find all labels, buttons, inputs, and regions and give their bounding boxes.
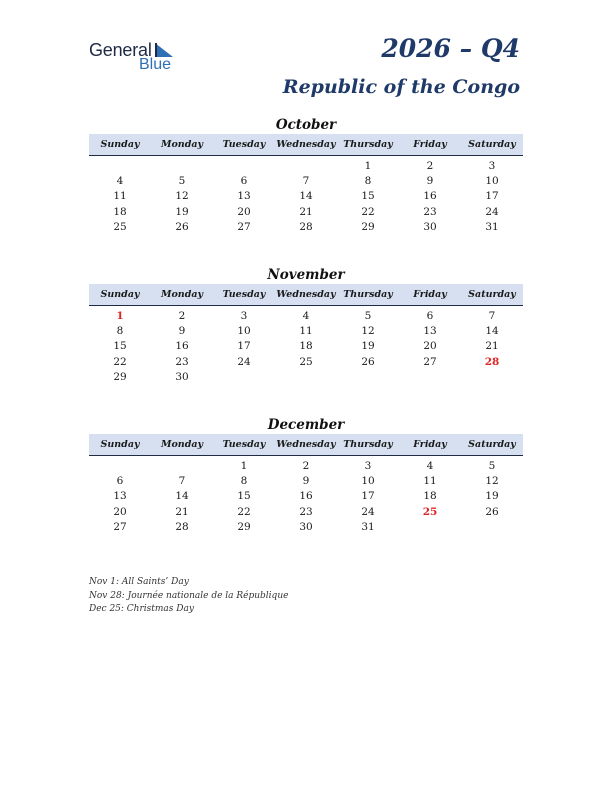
- day-cell: 27: [237, 220, 251, 233]
- week-row: [89, 323, 523, 338]
- day-cell: 15: [361, 190, 375, 203]
- day-cell: 17: [361, 490, 375, 503]
- day-cell: 17: [485, 190, 499, 203]
- day-cell: 8: [240, 474, 248, 487]
- month-title: October: [275, 117, 337, 133]
- day-cell: 5: [488, 459, 496, 472]
- day-cell: 20: [423, 340, 437, 353]
- week-row: [89, 158, 523, 173]
- week-row: [89, 173, 523, 188]
- day-cell: 24: [237, 355, 251, 368]
- day-cell: 16: [175, 340, 189, 353]
- day-cell: 6: [240, 174, 248, 187]
- day-cell: 23: [423, 205, 437, 218]
- day-cell: 19: [485, 490, 499, 503]
- day-cell: 18: [113, 205, 127, 218]
- day-cell: 23: [299, 505, 313, 518]
- week-row: [89, 458, 523, 473]
- day-cell: 29: [113, 370, 127, 383]
- holiday-day-cell: 28: [484, 355, 500, 368]
- week-row: [89, 369, 523, 384]
- weekday-header: Wednesday: [276, 289, 336, 300]
- holiday-note: Nov 28: Journée nationale de la République: [89, 590, 289, 601]
- day-cell: 7: [302, 174, 310, 187]
- day-cell: 15: [113, 340, 127, 353]
- week-row: [89, 204, 523, 219]
- day-cell: 10: [361, 474, 375, 487]
- day-cell: 3: [488, 159, 496, 172]
- day-cell: 8: [116, 324, 124, 337]
- day-cell: 31: [361, 520, 375, 533]
- day-cell: 13: [113, 490, 127, 503]
- day-cell: 23: [175, 355, 189, 368]
- weekday-header-row: [89, 434, 523, 456]
- day-cell: 25: [113, 220, 127, 233]
- weekday-header: Monday: [160, 139, 204, 150]
- day-cell: 7: [178, 474, 186, 487]
- month-december: [89, 416, 523, 534]
- day-cell: 30: [423, 220, 437, 233]
- day-cell: 13: [423, 324, 437, 337]
- day-cell: 30: [175, 370, 189, 383]
- weekday-header: Tuesday: [222, 439, 266, 450]
- day-cell: 22: [361, 205, 375, 218]
- weekday-header: Thursday: [343, 439, 393, 450]
- day-cell: 21: [299, 205, 313, 218]
- day-cell: 9: [426, 174, 434, 187]
- day-cell: 2: [426, 159, 434, 172]
- weekday-header: Wednesday: [276, 439, 336, 450]
- week-row: [89, 189, 523, 204]
- day-cell: 9: [302, 474, 310, 487]
- day-cell: 14: [299, 190, 313, 203]
- day-cell: 28: [299, 220, 313, 233]
- weekday-header: Thursday: [343, 289, 393, 300]
- weekday-header: Wednesday: [276, 139, 336, 150]
- day-cell: 25: [299, 355, 313, 368]
- day-cell: 1: [364, 159, 372, 172]
- day-cell: 27: [423, 355, 437, 368]
- day-cell: 1: [240, 459, 248, 472]
- day-cell: 10: [485, 174, 499, 187]
- day-cell: 7: [488, 309, 496, 322]
- holiday-notes: [89, 576, 288, 617]
- day-cell: 24: [361, 505, 375, 518]
- day-cell: 26: [175, 220, 189, 233]
- day-cell: 28: [175, 520, 189, 533]
- day-cell: 31: [485, 220, 499, 233]
- day-cell: 22: [113, 355, 127, 368]
- holiday-day-cell: 1: [116, 309, 124, 322]
- weekday-header: Saturday: [468, 289, 516, 300]
- day-cell: 2: [178, 309, 186, 322]
- day-cell: 4: [116, 174, 124, 187]
- day-cell: 14: [485, 324, 499, 337]
- weekday-header-row: [89, 134, 523, 156]
- day-cell: 16: [299, 490, 313, 503]
- month-november: [89, 266, 523, 384]
- day-cell: 18: [299, 340, 313, 353]
- weekday-header: Monday: [160, 289, 204, 300]
- weekday-header: Friday: [413, 289, 447, 300]
- month-title: November: [267, 267, 345, 283]
- day-cell: 16: [423, 190, 437, 203]
- holiday-note: Nov 1: All Saints’ Day: [89, 577, 189, 587]
- weekday-header: Saturday: [468, 139, 516, 150]
- day-cell: 4: [302, 309, 310, 322]
- day-cell: 20: [237, 205, 251, 218]
- day-cell: 12: [361, 324, 375, 337]
- weekday-header: Friday: [413, 139, 447, 150]
- week-row: [89, 339, 523, 354]
- day-cell: 29: [237, 520, 251, 533]
- day-cell: 15: [237, 490, 251, 503]
- weekday-header: Tuesday: [222, 139, 266, 150]
- day-cell: 11: [299, 324, 313, 337]
- day-cell: 19: [175, 205, 189, 218]
- day-cell: 4: [426, 459, 434, 472]
- week-row: [89, 308, 523, 323]
- day-cell: 18: [423, 490, 437, 503]
- month-october: [89, 116, 523, 234]
- day-cell: 29: [361, 220, 375, 233]
- day-cell: 3: [364, 459, 372, 472]
- day-cell: 27: [113, 520, 127, 533]
- day-cell: 11: [423, 474, 437, 487]
- day-cell: 12: [175, 190, 189, 203]
- weekday-header-row: [89, 284, 523, 306]
- day-cell: 9: [178, 324, 186, 337]
- day-cell: 8: [364, 174, 372, 187]
- weekday-header: Sunday: [100, 439, 140, 450]
- week-row: [89, 489, 523, 504]
- day-cell: 17: [237, 340, 251, 353]
- day-cell: 20: [113, 505, 127, 518]
- weekday-header: Friday: [413, 439, 447, 450]
- day-cell: 3: [240, 309, 248, 322]
- day-cell: 24: [485, 205, 499, 218]
- day-cell: 12: [485, 474, 499, 487]
- holiday-note: Dec 25: Christmas Day: [89, 604, 194, 614]
- holiday-day-cell: 25: [422, 505, 438, 518]
- weekday-header: Saturday: [468, 439, 516, 450]
- weekday-header: Sunday: [100, 289, 140, 300]
- logo-general-text: General: [89, 40, 152, 60]
- weekday-header: Thursday: [343, 139, 393, 150]
- weekday-header: Tuesday: [222, 289, 266, 300]
- day-cell: 6: [426, 309, 434, 322]
- week-row: [89, 219, 523, 234]
- page-title: 2026 – Q4: [381, 34, 520, 63]
- day-cell: 21: [175, 505, 189, 518]
- day-cell: 13: [237, 190, 251, 203]
- page-subtitle: Republic of the Congo: [282, 76, 520, 98]
- day-cell: 14: [175, 490, 189, 503]
- day-cell: 22: [237, 505, 251, 518]
- day-cell: 10: [237, 324, 251, 337]
- day-cell: 5: [364, 309, 372, 322]
- day-cell: 2: [302, 459, 310, 472]
- day-cell: 6: [116, 474, 124, 487]
- day-cell: 21: [485, 340, 499, 353]
- logo: [89, 40, 189, 80]
- day-cell: 26: [361, 355, 375, 368]
- week-row: [89, 354, 523, 369]
- day-cell: 30: [299, 520, 313, 533]
- week-row: [89, 504, 523, 519]
- month-title: December: [267, 417, 345, 433]
- day-cell: 5: [178, 174, 186, 187]
- day-cell: 11: [113, 190, 127, 203]
- logo-blue-text: Blue: [139, 56, 172, 73]
- day-cell: 26: [485, 505, 499, 518]
- week-row: [89, 473, 523, 488]
- weekday-header: Sunday: [100, 139, 140, 150]
- weekday-header: Monday: [160, 439, 204, 450]
- day-cell: 19: [361, 340, 375, 353]
- week-row: [89, 519, 523, 534]
